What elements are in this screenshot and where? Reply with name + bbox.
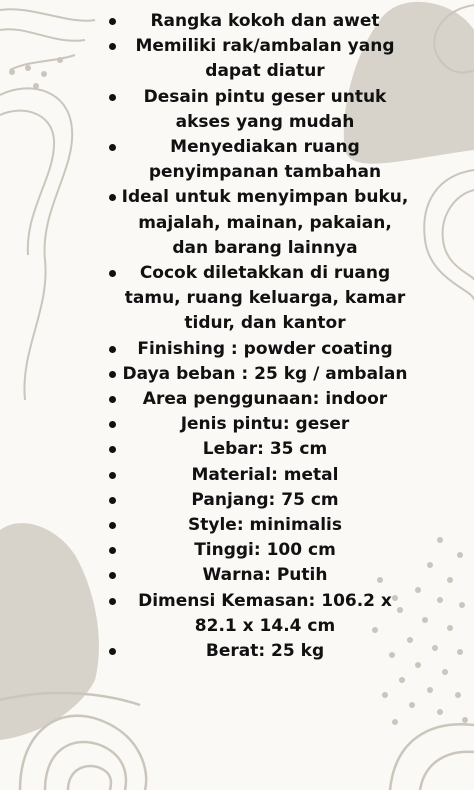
feature-text: Tinggi: 100 cm bbox=[194, 540, 336, 561]
list-item bbox=[120, 387, 410, 412]
feature-text: Dimensi Kemasan: 106.2 x 82.1 x 14.4 cm bbox=[138, 590, 392, 636]
bullet-icon bbox=[109, 446, 116, 453]
list-item bbox=[120, 563, 410, 588]
feature-list bbox=[0, 9, 474, 664]
feature-text: Jenis pintu: geser bbox=[180, 414, 350, 435]
bullet-icon bbox=[109, 598, 116, 605]
bullet-icon bbox=[109, 572, 116, 579]
bullet-icon bbox=[109, 497, 116, 504]
list-item bbox=[120, 437, 410, 462]
feature-text: Cocok diletakkan di ruang tamu, ruang keluarga, kamar tidur, dan kantor bbox=[124, 263, 406, 334]
feature-text: Rangka kokoh dan awet bbox=[150, 11, 380, 31]
list-item bbox=[120, 639, 410, 664]
bullet-icon bbox=[109, 421, 116, 428]
list-item bbox=[120, 538, 410, 563]
bullet-icon bbox=[109, 18, 116, 25]
bullet-icon bbox=[109, 472, 116, 479]
bullet-icon bbox=[109, 396, 116, 403]
feature-text: Warna: Putih bbox=[202, 565, 328, 586]
list-item bbox=[120, 589, 410, 639]
feature-text: Berat: 25 kg bbox=[205, 641, 325, 662]
bullet-icon bbox=[109, 648, 116, 655]
feature-text: Lebar: 35 cm bbox=[202, 439, 328, 460]
bullet-icon bbox=[109, 94, 116, 101]
feature-text: Area penggunaan: indoor bbox=[142, 389, 388, 410]
feature-text: Panjang: 75 cm bbox=[191, 489, 339, 510]
list-item bbox=[120, 9, 410, 34]
list-item bbox=[120, 412, 410, 437]
list-item bbox=[120, 34, 410, 84]
list-item bbox=[120, 362, 410, 387]
list-item bbox=[120, 85, 410, 135]
bullet-icon bbox=[109, 144, 116, 151]
list-item bbox=[120, 463, 410, 488]
feature-text: Ideal untuk menyimpan buku, majalah, mainan, pakaian, dan barang lainnya bbox=[121, 187, 409, 258]
list-item bbox=[120, 135, 410, 185]
list-item bbox=[120, 261, 410, 337]
list-item bbox=[120, 488, 410, 513]
bullet-icon bbox=[109, 194, 116, 201]
list-item bbox=[120, 185, 410, 261]
feature-text: Style: minimalis bbox=[188, 515, 342, 536]
feature-text: Finishing : powder coating bbox=[137, 338, 393, 359]
bullet-icon bbox=[109, 346, 116, 353]
list-item bbox=[120, 337, 410, 362]
feature-text: Menyediakan ruang penyimpanan tambahan bbox=[148, 137, 382, 183]
bullet-icon bbox=[109, 270, 116, 277]
feature-text: Desain pintu geser untuk akses yang mudah bbox=[143, 86, 387, 132]
bullet-icon bbox=[109, 522, 116, 529]
bullet-icon bbox=[109, 43, 116, 50]
list-item bbox=[120, 513, 410, 538]
bullet-icon bbox=[109, 371, 116, 378]
feature-text: Memiliki rak/ambalan yang dapat diatur bbox=[135, 36, 395, 82]
feature-text: Daya beban : 25 kg / ambalan bbox=[122, 363, 408, 384]
bullet-icon bbox=[109, 547, 116, 554]
feature-text: Material: metal bbox=[191, 464, 339, 485]
bottom-right-ring bbox=[390, 724, 474, 790]
